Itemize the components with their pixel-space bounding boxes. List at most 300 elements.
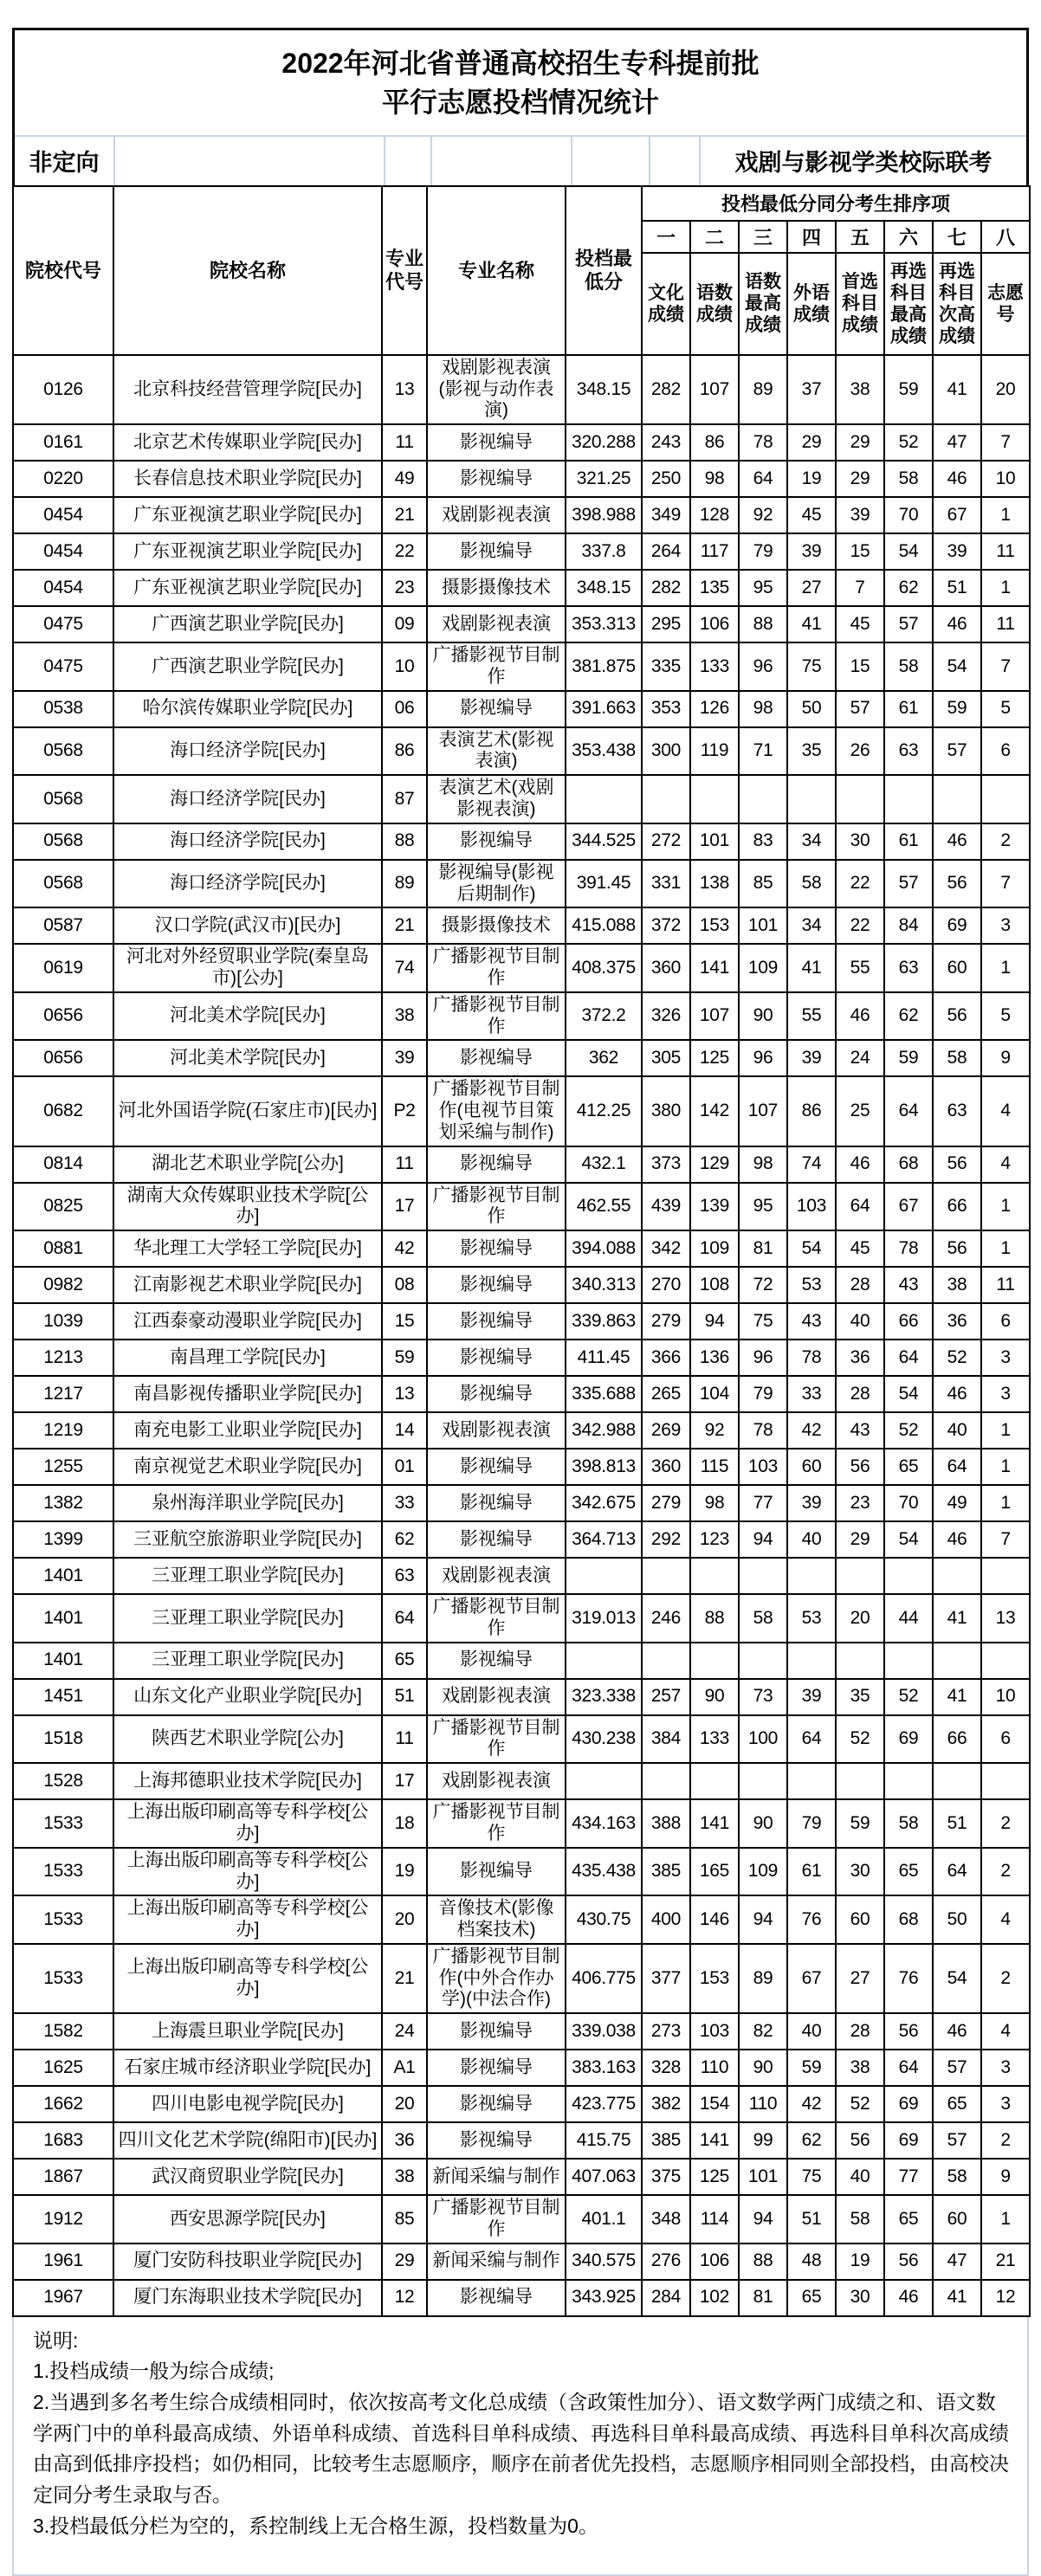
sort-1-cell: 375 xyxy=(642,2159,690,2195)
major-name-cell: 影视编导 xyxy=(427,1230,566,1267)
college-code-cell: 1533 xyxy=(13,1944,113,2013)
sort-1-cell: 380 xyxy=(642,1076,690,1146)
major-code-cell: 64 xyxy=(382,1594,427,1643)
table-row xyxy=(13,1412,1030,1449)
sort-5-cell: 29 xyxy=(836,424,884,461)
sort-7-cell: 56 xyxy=(933,860,981,908)
sort-2-cell: 136 xyxy=(690,1340,739,1376)
sort-1-cell: 300 xyxy=(642,727,690,776)
header-volunteer-number: 志愿号 xyxy=(981,253,1030,355)
sort-2-cell xyxy=(690,1763,739,1799)
sort-5-cell: 55 xyxy=(836,944,884,992)
min-score-cell: 344.525 xyxy=(566,823,642,860)
major-code-cell: A1 xyxy=(382,2050,427,2086)
sort-7-cell: 69 xyxy=(933,907,981,944)
college-name-cell: 华北理工大学轻工学院[民办] xyxy=(113,1230,382,1267)
sort-2-cell: 90 xyxy=(690,1679,739,1715)
sort-2-cell xyxy=(690,775,739,823)
sort-8-cell: 6 xyxy=(981,1303,1030,1340)
sort-4-cell: 55 xyxy=(787,992,836,1041)
table-row xyxy=(13,2050,1030,2086)
table-row xyxy=(13,2086,1030,2122)
college-code-cell: 1401 xyxy=(13,1643,113,1679)
plan-type-label: 非定向 xyxy=(29,150,100,177)
sort-4-cell: 29 xyxy=(787,424,836,461)
major-name-cell: 表演艺术(影视表演) xyxy=(427,727,566,776)
min-score-cell: 321.25 xyxy=(566,461,642,497)
college-name-cell: 南昌影视传播职业学院[民办] xyxy=(113,1376,382,1412)
sort-6-cell: 61 xyxy=(884,823,933,860)
sort-7-cell: 46 xyxy=(933,823,981,860)
sort-1-cell: 276 xyxy=(642,2244,690,2280)
sort-1-cell: 400 xyxy=(642,1895,690,1944)
sort-4-cell: 43 xyxy=(787,1303,836,1340)
sort-1-cell: 250 xyxy=(642,461,690,497)
college-code-cell: 1217 xyxy=(13,1376,113,1412)
sort-1-cell: 265 xyxy=(642,1376,690,1412)
sort-2-cell: 101 xyxy=(690,823,739,860)
college-name-cell: 海口经济学院[民办] xyxy=(113,727,382,776)
sort-6-cell: 66 xyxy=(884,1303,933,1340)
sort-1-cell: 264 xyxy=(642,533,690,570)
sort-4-cell: 39 xyxy=(787,1485,836,1521)
sort-4-cell: 79 xyxy=(787,1799,836,1848)
major-code-cell: 87 xyxy=(382,775,427,823)
college-name-cell: 上海出版印刷高等专科学校[公办] xyxy=(113,1848,382,1896)
sort-4-cell: 59 xyxy=(787,2050,836,2086)
major-name-cell: 戏剧影视表演 xyxy=(427,1558,566,1594)
college-name-cell: 西安思源学院[民办] xyxy=(113,2195,382,2244)
sort-8-cell: 3 xyxy=(981,907,1030,944)
college-code-cell: 1912 xyxy=(13,2195,113,2244)
college-code-cell: 0126 xyxy=(13,355,113,424)
sort-5-cell: 7 xyxy=(836,570,884,606)
sort-3-cell: 109 xyxy=(739,944,787,992)
sort-6-cell: 43 xyxy=(884,1267,933,1303)
sort-8-cell: 11 xyxy=(981,606,1030,642)
college-name-cell: 上海出版印刷高等专科学校[公办] xyxy=(113,1944,382,2013)
major-code-cell: 65 xyxy=(382,1643,427,1679)
sort-2-cell: 142 xyxy=(690,1076,739,1146)
sort-1-cell: 282 xyxy=(642,355,690,424)
min-score-cell: 343.925 xyxy=(566,2280,642,2316)
sort-3-cell: 109 xyxy=(739,1848,787,1896)
sort-3-cell: 73 xyxy=(739,1679,787,1715)
sort-5-cell: 52 xyxy=(836,2086,884,2122)
sort-5-cell xyxy=(836,1643,884,1679)
min-score-cell: 391.45 xyxy=(566,860,642,908)
sort-4-cell: 54 xyxy=(787,1230,836,1267)
major-name-cell: 广播影视节目制作 xyxy=(427,992,566,1041)
sort-7-cell: 51 xyxy=(933,570,981,606)
college-code-cell: 0982 xyxy=(13,1267,113,1303)
sort-6-cell: 69 xyxy=(884,2086,933,2122)
sort-7-cell: 47 xyxy=(933,2244,981,2280)
college-code-cell: 0682 xyxy=(13,1076,113,1146)
sort-7-cell: 46 xyxy=(933,2013,981,2050)
sort-7-cell: 56 xyxy=(933,992,981,1041)
college-name-cell: 长春信息技术职业学院[民办] xyxy=(113,461,382,497)
major-code-cell: 13 xyxy=(382,355,427,424)
major-code-cell: 21 xyxy=(382,1944,427,2013)
sort-4-cell: 33 xyxy=(787,1376,836,1412)
table-row xyxy=(13,860,1030,908)
major-code-cell: 08 xyxy=(382,1267,427,1303)
college-code-cell: 0656 xyxy=(13,1040,113,1076)
sort-4-cell: 48 xyxy=(787,2244,836,2280)
min-score-cell: 430.238 xyxy=(566,1715,642,1764)
sort-1-cell: 292 xyxy=(642,1521,690,1558)
min-score-cell: 353.313 xyxy=(566,606,642,642)
sort-8-cell: 1 xyxy=(981,570,1030,606)
sort-7-cell: 52 xyxy=(933,1340,981,1376)
header-tie-order-3: 三 xyxy=(739,221,787,253)
sort-1-cell: 360 xyxy=(642,944,690,992)
college-name-cell: 三亚航空旅游职业学院[民办] xyxy=(113,1521,382,1558)
major-name-cell: 广播影视节目制作 xyxy=(427,2195,566,2244)
sort-1-cell: 284 xyxy=(642,2280,690,2316)
min-score-cell: 353.438 xyxy=(566,727,642,776)
table-row xyxy=(13,2159,1030,2195)
sort-7-cell: 58 xyxy=(933,1040,981,1076)
college-name-cell: 广东亚视演艺职业学院[民办] xyxy=(113,497,382,533)
sort-2-cell: 141 xyxy=(690,2122,739,2159)
college-code-cell: 0161 xyxy=(13,424,113,461)
sort-7-cell: 46 xyxy=(933,1521,981,1558)
sort-4-cell: 42 xyxy=(787,2086,836,2122)
sort-2-cell: 103 xyxy=(690,2013,739,2050)
min-score-cell: 398.988 xyxy=(566,497,642,533)
min-score-cell xyxy=(566,775,642,823)
college-code-cell: 0825 xyxy=(13,1183,113,1231)
header-college-code: 院校代号 xyxy=(13,186,113,355)
sort-8-cell: 20 xyxy=(981,355,1030,424)
sort-7-cell: 67 xyxy=(933,497,981,533)
college-code-cell: 1533 xyxy=(13,1895,113,1944)
sort-5-cell: 46 xyxy=(836,992,884,1041)
min-score-cell: 339.863 xyxy=(566,1303,642,1340)
sort-8-cell: 2 xyxy=(981,1848,1030,1896)
sort-8-cell: 5 xyxy=(981,992,1030,1041)
sort-7-cell: 36 xyxy=(933,1303,981,1340)
sort-3-cell: 88 xyxy=(739,606,787,642)
sort-3-cell: 94 xyxy=(739,2195,787,2244)
subheader-spacer xyxy=(430,137,571,185)
sort-2-cell: 92 xyxy=(690,1412,739,1449)
header-tie-order-1: 一 xyxy=(642,221,690,253)
min-score-cell: 462.55 xyxy=(566,1183,642,1231)
sort-1-cell: 366 xyxy=(642,1340,690,1376)
college-name-cell: 上海震旦职业学院[民办] xyxy=(113,2013,382,2050)
sort-5-cell: 40 xyxy=(836,1303,884,1340)
major-name-cell: 影视编导 xyxy=(427,1303,566,1340)
sort-4-cell: 65 xyxy=(787,2280,836,2316)
college-code-cell: 0454 xyxy=(13,533,113,570)
college-name-cell: 海口经济学院[民办] xyxy=(113,823,382,860)
sort-7-cell xyxy=(933,1763,981,1799)
sort-8-cell: 1 xyxy=(981,1183,1030,1231)
major-code-cell: 01 xyxy=(382,1449,427,1485)
sort-3-cell: 77 xyxy=(739,1485,787,1521)
major-code-cell: 11 xyxy=(382,1146,427,1183)
major-name-cell: 影视编导 xyxy=(427,1376,566,1412)
sort-5-cell: 59 xyxy=(836,1799,884,1848)
table-row xyxy=(13,775,1030,823)
sort-5-cell: 56 xyxy=(836,2122,884,2159)
major-code-cell: 21 xyxy=(382,907,427,944)
title-block xyxy=(12,28,1029,185)
sort-4-cell: 39 xyxy=(787,533,836,570)
major-code-cell: 17 xyxy=(382,1763,427,1799)
sort-1-cell: 279 xyxy=(642,1485,690,1521)
header-tie-order-6: 六 xyxy=(884,221,933,253)
sort-7-cell: 46 xyxy=(933,461,981,497)
table-row xyxy=(13,2195,1030,2244)
min-score-cell: 337.8 xyxy=(566,533,642,570)
sort-2-cell: 154 xyxy=(690,2086,739,2122)
major-code-cell: 59 xyxy=(382,1340,427,1376)
sort-6-cell: 63 xyxy=(884,944,933,992)
sort-2-cell: 106 xyxy=(690,2244,739,2280)
page-title-line1: 2022年河北省普通高校招生专科提前批 xyxy=(281,48,760,79)
college-code-cell: 0568 xyxy=(13,727,113,776)
college-code-cell: 1967 xyxy=(13,2280,113,2316)
sort-8-cell: 2 xyxy=(981,1944,1030,2013)
min-score-cell: 340.575 xyxy=(566,2244,642,2280)
sort-5-cell: 52 xyxy=(836,1715,884,1764)
sort-6-cell: 61 xyxy=(884,691,933,727)
table-row xyxy=(13,727,1030,776)
sort-3-cell: 81 xyxy=(739,1230,787,1267)
sort-6-cell: 64 xyxy=(884,1340,933,1376)
major-code-cell: 14 xyxy=(382,1412,427,1449)
major-name-cell: 表演艺术(戏剧影视表演) xyxy=(427,775,566,823)
sort-5-cell: 19 xyxy=(836,2244,884,2280)
sort-8-cell: 2 xyxy=(981,1799,1030,1848)
college-code-cell: 1961 xyxy=(13,2244,113,2280)
sort-1-cell: 295 xyxy=(642,606,690,642)
sort-3-cell: 75 xyxy=(739,1303,787,1340)
major-name-cell: 影视编导 xyxy=(427,2122,566,2159)
header-chinese-math-score: 语数成绩 xyxy=(690,253,739,355)
sort-7-cell: 39 xyxy=(933,533,981,570)
table-row xyxy=(13,1895,1030,1944)
major-code-cell: 12 xyxy=(382,2280,427,2316)
sort-6-cell: 70 xyxy=(884,1485,933,1521)
header-foreign-language-score: 外语成绩 xyxy=(787,253,836,355)
major-name-cell: 戏剧影视表演 xyxy=(427,1679,566,1715)
table-row xyxy=(13,1076,1030,1146)
sort-8-cell: 6 xyxy=(981,1715,1030,1764)
header-tie-order-5: 五 xyxy=(836,221,884,253)
sort-5-cell: 35 xyxy=(836,1679,884,1715)
college-code-cell: 1867 xyxy=(13,2159,113,2195)
sort-4-cell: 64 xyxy=(787,1715,836,1764)
table-row xyxy=(13,1715,1030,1764)
sort-1-cell: 349 xyxy=(642,497,690,533)
sort-3-cell: 72 xyxy=(739,1267,787,1303)
header-culture-score: 文化成绩 xyxy=(642,253,690,355)
sort-1-cell: 305 xyxy=(642,1040,690,1076)
sort-7-cell: 54 xyxy=(933,642,981,691)
sort-3-cell: 78 xyxy=(739,424,787,461)
sort-3-cell: 90 xyxy=(739,992,787,1041)
major-name-cell: 影视编导 xyxy=(427,1485,566,1521)
college-name-cell: 上海出版印刷高等专科学校[公办] xyxy=(113,1799,382,1848)
major-name-cell: 影视编导 xyxy=(427,1449,566,1485)
college-name-cell: 石家庄城市经济职业学院[民办] xyxy=(113,2050,382,2086)
sort-8-cell: 3 xyxy=(981,2050,1030,2086)
sort-1-cell xyxy=(642,775,690,823)
sort-4-cell: 53 xyxy=(787,1594,836,1643)
header-min-score: 投档最低分 xyxy=(566,186,642,355)
major-code-cell: P2 xyxy=(382,1076,427,1146)
table-row xyxy=(13,461,1030,497)
table-row xyxy=(13,1558,1030,1594)
sort-3-cell: 96 xyxy=(739,642,787,691)
table-row xyxy=(13,1040,1030,1076)
sort-4-cell: 37 xyxy=(787,355,836,424)
sort-7-cell: 59 xyxy=(933,691,981,727)
min-score-cell: 340.313 xyxy=(566,1267,642,1303)
major-name-cell: 音像技术(影像档案技术) xyxy=(427,1895,566,1944)
sort-4-cell: 35 xyxy=(787,727,836,776)
sort-4-cell: 39 xyxy=(787,1040,836,1076)
sort-2-cell: 153 xyxy=(690,1944,739,2013)
major-code-cell: 24 xyxy=(382,2013,427,2050)
note-item-1: 1.投档成绩一般为综合成绩; xyxy=(33,2360,275,2383)
sort-1-cell: 282 xyxy=(642,570,690,606)
major-name-cell: 广播影视节目制作 xyxy=(427,642,566,691)
sort-4-cell: 74 xyxy=(787,1146,836,1183)
sort-3-cell: 58 xyxy=(739,1594,787,1643)
table-row xyxy=(13,2244,1030,2280)
college-code-cell: 1255 xyxy=(13,1449,113,1485)
major-name-cell: 影视编导 xyxy=(427,2050,566,2086)
sort-7-cell: 56 xyxy=(933,1230,981,1267)
sort-8-cell: 3 xyxy=(981,2086,1030,2122)
sort-6-cell: 62 xyxy=(884,570,933,606)
sort-1-cell: 373 xyxy=(642,1146,690,1183)
sort-4-cell: 58 xyxy=(787,860,836,908)
sort-3-cell: 79 xyxy=(739,533,787,570)
sort-4-cell: 62 xyxy=(787,2122,836,2159)
major-name-cell: 广播影视节目制作 xyxy=(427,1183,566,1231)
sort-6-cell: 46 xyxy=(884,2280,933,2316)
min-score-cell: 348.15 xyxy=(566,355,642,424)
table-row xyxy=(13,907,1030,944)
sort-4-cell: 50 xyxy=(787,691,836,727)
sort-7-cell: 49 xyxy=(933,1485,981,1521)
college-code-cell: 0475 xyxy=(13,606,113,642)
sort-8-cell: 1 xyxy=(981,1485,1030,1521)
sort-2-cell: 146 xyxy=(690,1895,739,1944)
sort-7-cell: 65 xyxy=(933,2086,981,2122)
subheader-spacer xyxy=(113,137,384,185)
sort-2-cell: 114 xyxy=(690,2195,739,2244)
sort-7-cell: 64 xyxy=(933,1848,981,1896)
sort-8-cell: 10 xyxy=(981,1679,1030,1715)
min-score-cell: 342.988 xyxy=(566,1412,642,1449)
college-name-cell: 三亚理工职业学院[民办] xyxy=(113,1558,382,1594)
sort-2-cell: 133 xyxy=(690,642,739,691)
major-name-cell: 影视编导 xyxy=(427,823,566,860)
sort-6-cell: 65 xyxy=(884,2195,933,2244)
sort-2-cell: 126 xyxy=(690,691,739,727)
sort-7-cell: 56 xyxy=(933,1146,981,1183)
sort-7-cell: 60 xyxy=(933,944,981,992)
min-score-cell: 335.688 xyxy=(566,1376,642,1412)
college-name-cell: 河北对外经贸职业学院(秦皇岛市)[公办] xyxy=(113,944,382,992)
major-name-cell: 摄影摄像技术 xyxy=(427,907,566,944)
major-code-cell: 38 xyxy=(382,992,427,1041)
sort-8-cell: 11 xyxy=(981,1267,1030,1303)
sort-5-cell: 60 xyxy=(836,1895,884,1944)
college-code-cell: 1533 xyxy=(13,1848,113,1896)
major-code-cell: 22 xyxy=(382,533,427,570)
college-name-cell: 河北美术学院[民办] xyxy=(113,1040,382,1076)
college-name-cell: 海口经济学院[民办] xyxy=(113,775,382,823)
sort-4-cell: 41 xyxy=(787,606,836,642)
college-name-cell: 陕西艺术职业学院[公办] xyxy=(113,1715,382,1764)
table-row xyxy=(13,570,1030,606)
major-code-cell: 86 xyxy=(382,727,427,776)
college-name-cell: 厦门东海职业技术学院[民办] xyxy=(113,2280,382,2316)
sort-5-cell: 45 xyxy=(836,606,884,642)
min-score-cell: 415.088 xyxy=(566,907,642,944)
table-row xyxy=(13,1376,1030,1412)
table-row xyxy=(13,1449,1030,1485)
sort-1-cell: 348 xyxy=(642,2195,690,2244)
sort-3-cell: 95 xyxy=(739,1183,787,1231)
college-code-cell: 1625 xyxy=(13,2050,113,2086)
sort-4-cell: 45 xyxy=(787,497,836,533)
sort-8-cell: 7 xyxy=(981,860,1030,908)
table-row xyxy=(13,606,1030,642)
sort-4-cell: 78 xyxy=(787,1340,836,1376)
major-code-cell: 19 xyxy=(382,1848,427,1896)
sort-2-cell: 109 xyxy=(690,1230,739,1267)
major-name-cell: 戏剧影视表演 xyxy=(427,606,566,642)
sort-3-cell xyxy=(739,1558,787,1594)
sort-2-cell: 98 xyxy=(690,461,739,497)
sort-3-cell: 96 xyxy=(739,1040,787,1076)
min-score-cell: 319.013 xyxy=(566,1594,642,1643)
college-name-cell: 江西泰豪动漫职业学院[民办] xyxy=(113,1303,382,1340)
college-name-cell: 山东文化产业职业学院[民办] xyxy=(113,1679,382,1715)
sort-7-cell: 41 xyxy=(933,2280,981,2316)
sort-3-cell: 64 xyxy=(739,461,787,497)
sort-4-cell: 34 xyxy=(787,823,836,860)
table-row xyxy=(13,1763,1030,1799)
major-code-cell: 74 xyxy=(382,944,427,992)
sort-8-cell: 9 xyxy=(981,2159,1030,2195)
sort-2-cell: 115 xyxy=(690,1449,739,1485)
major-code-cell: 49 xyxy=(382,461,427,497)
header-tie-order-7: 七 xyxy=(933,221,981,253)
sort-6-cell: 69 xyxy=(884,2122,933,2159)
page-title-line2: 平行志愿投档情况统计 xyxy=(381,87,659,119)
sort-5-cell: 25 xyxy=(836,1076,884,1146)
sort-6-cell: 84 xyxy=(884,907,933,944)
college-code-cell: 0881 xyxy=(13,1230,113,1267)
sort-5-cell: 64 xyxy=(836,1183,884,1231)
major-name-cell: 影视编导 xyxy=(427,461,566,497)
sort-4-cell xyxy=(787,1763,836,1799)
table-row xyxy=(13,1146,1030,1183)
college-name-cell: 南昌理工学院[民办] xyxy=(113,1340,382,1376)
sort-8-cell: 11 xyxy=(981,533,1030,570)
